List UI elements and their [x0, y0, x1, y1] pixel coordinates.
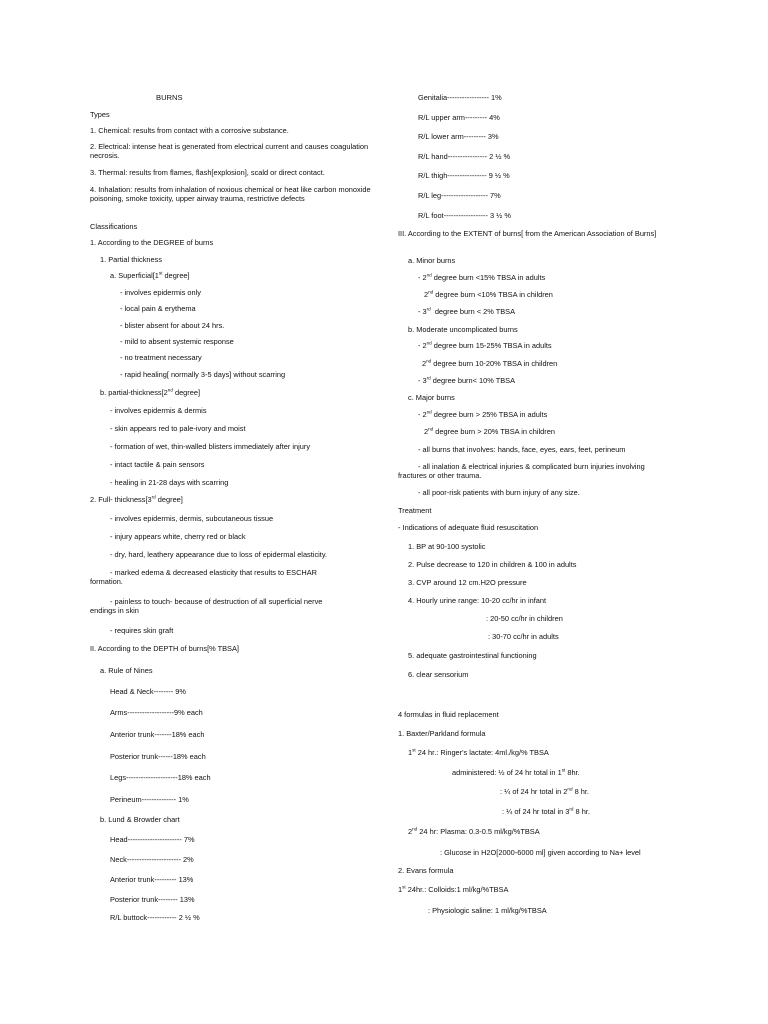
left-text-line: - formation of wet, thin-walled blisters immediately after injury	[110, 442, 311, 451]
right-text-line: - 3rd degree burn< 10% TBSA	[418, 375, 516, 385]
left-text-line: BURNS	[156, 93, 183, 102]
right-text-line: 2nd degree burn 10-20% TBSA in children	[422, 358, 558, 368]
left-text-line: - involves epidermis & dermis	[110, 406, 207, 415]
right-text-line: 1st 24hr.: Colloids:1 ml/kg/%TBSA	[398, 884, 509, 894]
left-text-line: - dry, hard, leathery appearance due to loss of epidermal elasticity.	[110, 550, 328, 559]
left-text-line: - injury appears white, cherry red or black	[110, 532, 246, 541]
left-text-line: - involves epidermis, dermis, subcutaneous tissue	[110, 514, 274, 523]
left-text-line: 2. Full- thickness[3rd degree]	[90, 494, 183, 504]
right-text-line: R/L upper arm--------- 4%	[418, 113, 500, 122]
left-text-line: Posterior trunk------18% each	[110, 752, 206, 761]
left-text-line: formation.	[90, 577, 123, 586]
left-text-line: a. Superficial[1st degree]	[110, 270, 190, 280]
left-text-line: 1. Chemical: results from contact with a corrosive substance.	[90, 126, 289, 135]
right-text-line: 2. Evans formula	[398, 866, 454, 875]
right-text-line: - 3rd degree burn < 2% TBSA	[418, 306, 516, 316]
right-text-line: - Indications of adequate fluid resuscitation	[398, 523, 539, 532]
left-text-line: - rapid healing[ normally 3-5 days] without scarring	[120, 370, 286, 379]
left-text-line: - requires skin graft	[110, 626, 174, 635]
left-text-line: 3. Thermal: results from flames, flash[explosion], scald or direct contact.	[90, 168, 325, 177]
left-text-line: 4. Inhalation: results from inhalation of noxious chemical or heat like carbon monoxide poisoning, smoke toxicity, upper airway trauma, restrictive defects	[90, 185, 371, 203]
right-text-line: 5. adequate gastrointestinal functioning	[408, 651, 537, 660]
right-text-line: R/L hand---------------- 2 ½ %	[418, 152, 511, 161]
right-text-line: 1. BP at 90-100 systolic	[408, 542, 486, 551]
right-text-line: - 2nd degree burn > 25% TBSA in adults	[418, 409, 548, 419]
right-text-line: : Physiologic saline: 1 ml/kg/%TBSA	[428, 906, 547, 915]
right-text-line: 2nd degree burn <10% TBSA in children	[424, 289, 553, 299]
left-text-line: - skin appears red to pale-ivory and moist	[110, 424, 246, 433]
right-text-line: b. Moderate uncomplicated burns	[408, 325, 518, 334]
right-text-line: 1. Baxter/Parkland formula	[398, 729, 486, 738]
left-text-line: - involves epidermis only	[120, 288, 201, 297]
left-text-line: Anterior trunk-------18% each	[110, 730, 205, 739]
right-text-line: 2nd degree burn > 20% TBSA in children	[424, 426, 555, 436]
left-text-line: b. partial-thickness[2nd degree]	[100, 387, 201, 397]
right-text-line: : 30-70 cc/hr in adults	[488, 632, 559, 641]
left-text-line: - painless to touch- because of destruction of all superficial nerve	[110, 597, 323, 606]
left-text-line: Legs---------------------18% each	[110, 773, 211, 782]
left-text-line: - blister absent for about 24 hrs.	[120, 321, 225, 330]
right-text-line: : 20-50 cc/hr in children	[486, 614, 563, 623]
left-text-line: - local pain & erythema	[120, 304, 196, 313]
left-text-line: Head & Neck-------- 9%	[110, 687, 186, 696]
left-text-line: b. Lund & Browder chart	[100, 815, 180, 824]
right-text-line: - all poor-risk patients with burn injury of any size.	[418, 488, 580, 497]
left-text-line: 1. According to the DEGREE of burns	[90, 238, 214, 247]
right-text-line: 2. Pulse decrease to 120 in children & 100 in adults	[408, 560, 577, 569]
right-text-line: R/L lower arm--------- 3%	[418, 132, 499, 141]
left-text-line: Neck---------------------- 2%	[110, 855, 194, 864]
left-text-line: Anterior trunk--------- 13%	[110, 875, 194, 884]
right-text-line: 1st 24 hr.: Ringer's lactate: 4ml./kg/% TBSA	[408, 747, 549, 757]
left-text-line: a. Rule of Nines	[100, 666, 153, 675]
left-text-line: endings in skin	[90, 606, 139, 615]
right-text-line: administered: ½ of 24 hr total in 1st 8hr.	[452, 767, 580, 777]
right-text-line: III. According to the EXTENT of burns[ from the American Association of Burns]	[398, 229, 657, 238]
right-text-line: Treatment	[398, 506, 432, 515]
right-text-line: R/L leg------------------- 7%	[418, 191, 501, 200]
right-text-line: - all inalation & electrical injuries & complicated burn injuries involving	[418, 462, 645, 471]
right-text-line: 2nd 24 hr: Plasma: 0.3-0.5 ml/kg/%TBSA	[408, 826, 540, 836]
right-text-line: a. Minor burns	[408, 256, 456, 265]
left-text-line: - mild to absent systemic response	[120, 337, 234, 346]
right-text-line: - 2nd degree burn <15% TBSA in adults	[418, 272, 546, 282]
right-text-line: - 2nd degree burn 15-25% TBSA in adults	[418, 340, 552, 350]
left-text-line: R/L buttock------------ 2 ½ %	[110, 913, 200, 922]
right-text-line: 6. clear sensorium	[408, 670, 469, 679]
left-text-line: Perineum-------------- 1%	[110, 795, 189, 804]
right-text-line: fractures or other trauma.	[398, 471, 482, 480]
left-text-line: - healing in 21-28 days with scarring	[110, 478, 229, 487]
left-text-line: II. According to the DEPTH of burns[% TBSA]	[90, 644, 239, 653]
left-text-line: - intact tactile & pain sensors	[110, 460, 205, 469]
right-text-line: 4. Hourly urine range: 10-20 cc/hr in infant	[408, 596, 547, 605]
left-text-line: Arms-------------------9% each	[110, 708, 203, 717]
right-text-line: 3. CVP around 12 cm.H2O pressure	[408, 578, 527, 587]
right-text-line: : Glucose in H2O[2000-6000 ml] given according to Na+ level	[440, 848, 641, 857]
left-text-line: Types	[90, 110, 110, 119]
left-text-line: Posterior trunk-------- 13%	[110, 895, 195, 904]
left-text-line: - no treatment necessary	[120, 353, 202, 362]
right-text-line: : ¼ of 24 hr total in 2nd 8 hr.	[500, 786, 589, 796]
right-text-line: Genitalia----------------- 1%	[418, 93, 502, 102]
right-text-line: - all burns that involves: hands, face, eyes, ears, feet, perineum	[418, 445, 626, 454]
left-text-line: Head---------------------- 7%	[110, 835, 195, 844]
left-text-line: Classifications	[90, 222, 138, 231]
right-text-line: R/L thigh---------------- 9 ½ %	[418, 171, 510, 180]
left-text-line: 2. Electrical: intense heat is generated from electrical current and causes coagulation necrosis.	[90, 142, 369, 160]
right-text-line: 4 formulas in fluid replacement	[398, 710, 499, 719]
right-text-line: c. Major burns	[408, 393, 455, 402]
right-text-line: : ¼ of 24 hr total in 3rd 8 hr.	[502, 806, 590, 816]
left-text-line: 1. Partial thickness	[100, 255, 163, 264]
left-text-line: - marked edema & decreased elasticity that results to ESCHAR	[110, 568, 318, 577]
right-text-line: R/L foot------------------ 3 ½ %	[418, 211, 511, 220]
